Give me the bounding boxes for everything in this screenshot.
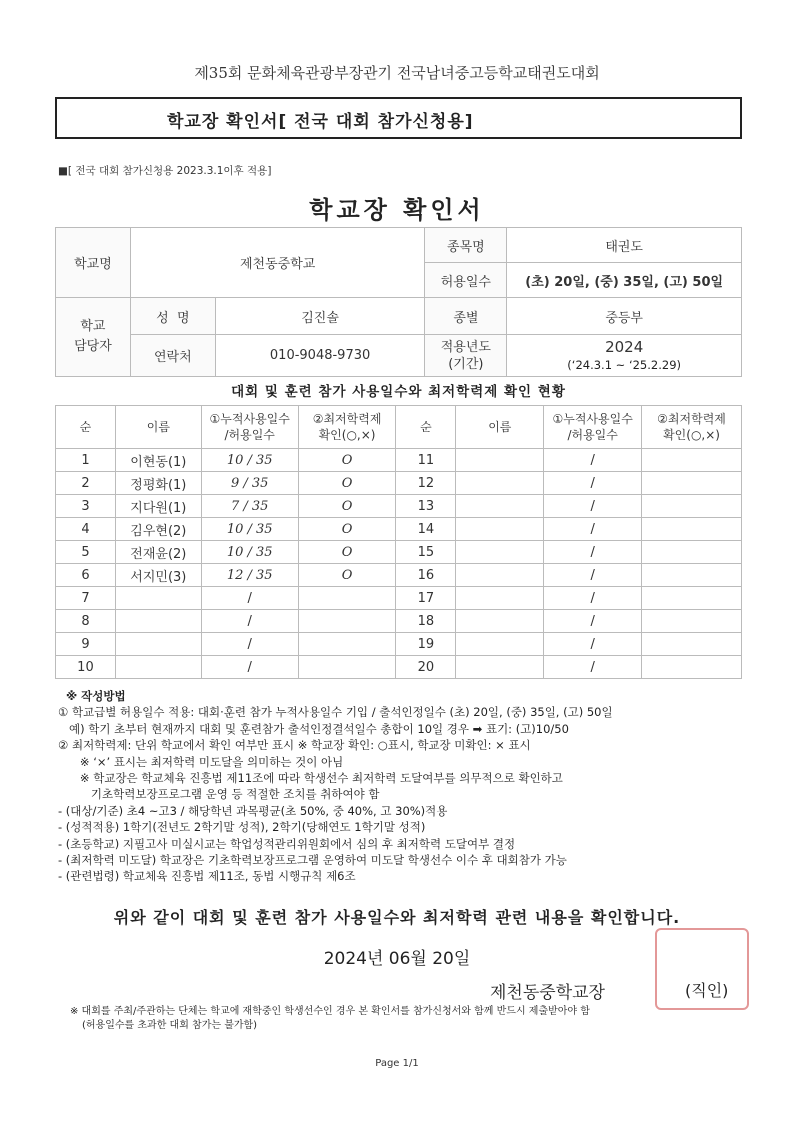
header-name: 이름	[115, 406, 201, 449]
row-days: /	[201, 610, 298, 633]
year-value: 2024	[605, 337, 644, 356]
row-days: /	[544, 472, 642, 495]
instruction-line: - (관련법령) 학교체육 진흥법 제11조, 동법 시행규칙 제6조	[58, 869, 356, 884]
name-label: 성 명	[130, 298, 215, 335]
row-days: /	[544, 633, 642, 656]
seal-mark: (직인)	[685, 981, 729, 1000]
row-academic	[298, 610, 396, 633]
table-row	[56, 495, 742, 518]
instructions	[58, 688, 748, 885]
row-num: 14	[396, 518, 456, 541]
row-academic	[642, 495, 742, 518]
header-academic: ②최저학력제 확인(○,×)	[298, 406, 396, 449]
row-num: 3	[56, 495, 116, 518]
table-row	[56, 472, 742, 495]
row-days: /	[544, 495, 642, 518]
table-row	[56, 587, 742, 610]
division-label: 종별	[425, 298, 507, 335]
row-days: /	[201, 656, 298, 679]
row-academic: O	[298, 472, 396, 495]
header-name: 이름	[456, 406, 544, 449]
contact-value: 010-9048-9730	[215, 335, 425, 377]
header-num: 순	[396, 406, 456, 449]
issue-date: 2024년 06월 20일	[323, 949, 471, 969]
row-name	[456, 610, 544, 633]
row-num: 18	[396, 610, 456, 633]
instruction-line: ① 학교급별 허용일수 적용: 대회·훈련 참가 누적사용일수 기입 / 출석인정일수 (초) 20일, (중) 35일, (고) 50일	[58, 705, 613, 720]
row-num: 19	[396, 633, 456, 656]
school-value: 제천동중학교	[130, 228, 425, 298]
page-number: Page 1/1	[375, 1058, 419, 1069]
allowed-value: (초) 20일, (중) 35일, (고) 50일	[507, 263, 742, 298]
row-name	[115, 587, 201, 610]
row-name: 서지민(3)	[115, 564, 201, 587]
row-academic	[642, 564, 742, 587]
row-num: 5	[56, 541, 116, 564]
row-name	[115, 610, 201, 633]
row-num: 6	[56, 564, 116, 587]
row-name	[456, 495, 544, 518]
row-name: 이현동(1)	[115, 449, 201, 472]
year-label: 적용년도 (기간)	[425, 335, 507, 377]
status-title: 대회 및 훈련 참가 사용일수와 최저학력제 확인 현황	[231, 384, 566, 400]
row-days: /	[544, 449, 642, 472]
row-academic	[642, 449, 742, 472]
table-row	[56, 449, 742, 472]
row-days: /	[544, 564, 642, 587]
row-name	[456, 449, 544, 472]
notice-text: ■[ 전국 대회 참가신청용 2023.3.1이후 적용]	[58, 165, 272, 177]
row-num: 8	[56, 610, 116, 633]
row-name	[456, 472, 544, 495]
table-row	[56, 633, 742, 656]
row-num: 7	[56, 587, 116, 610]
footnote	[70, 1005, 760, 1033]
footnote-line: ※ 대회를 주최/주관하는 단체는 학교에 재학중인 학생선수인 경우 본 확인서를 참가신청서와 함께 반드시 제출받아야 함	[70, 1006, 590, 1017]
table-row	[56, 518, 742, 541]
row-academic	[298, 633, 396, 656]
row-name	[456, 564, 544, 587]
row-name: 김우현(2)	[115, 518, 201, 541]
instruction-line: ② 최저학력제: 단위 학교에서 확인 여부만 표시 ※ 학교장 확인: ○표시, 학교장 미확인: × 표시	[58, 738, 531, 753]
row-name	[456, 587, 544, 610]
header-days: ①누적사용일수 /허용일수	[544, 406, 642, 449]
row-days: 12 / 35	[201, 564, 298, 587]
signer-name: 제천동중학교장	[490, 983, 605, 1003]
row-academic: O	[298, 518, 396, 541]
instruction-line: - (최저학력 미도달) 학교장은 기초학력보장프로그램 운영하여 미도달 학생선수 이수 후 대회참가 가능	[58, 853, 567, 868]
row-academic	[642, 656, 742, 679]
instruction-line: - (대상/기준) 초4 ~고3 / 해당학년 과목평균(초 50%, 중 40%, 고 30%)적용	[58, 803, 448, 818]
row-days: /	[544, 610, 642, 633]
row-num: 15	[396, 541, 456, 564]
banner-title: 학교장 확인서[ 전국 대회 참가신청용]	[167, 112, 474, 132]
row-days: /	[544, 541, 642, 564]
row-academic: O	[298, 449, 396, 472]
row-num: 4	[56, 518, 116, 541]
banner-box	[55, 97, 742, 139]
row-days: /	[201, 633, 298, 656]
row-days: 10 / 35	[201, 541, 298, 564]
table-row	[56, 541, 742, 564]
row-num: 2	[56, 472, 116, 495]
row-num: 20	[396, 656, 456, 679]
school-label: 학교명	[56, 228, 131, 298]
row-days: /	[544, 656, 642, 679]
status-table	[55, 405, 742, 679]
row-name	[115, 633, 201, 656]
row-num: 10	[56, 656, 116, 679]
instruction-line: 기초학력보장프로그램 운영 등 적절한 조치를 취하여야 함	[58, 787, 380, 802]
row-name	[115, 656, 201, 679]
row-academic	[642, 587, 742, 610]
row-days: 7 / 35	[201, 495, 298, 518]
instruction-line: - (성적적용) 1학기(전년도 2학기말 성적), 2학기(당해연도 1학기말 성적)	[58, 820, 426, 835]
row-days: 10 / 35	[201, 518, 298, 541]
row-academic: O	[298, 541, 396, 564]
row-academic: O	[298, 495, 396, 518]
row-num: 17	[396, 587, 456, 610]
info-table	[55, 227, 742, 377]
doc-title: 학교장 확인서	[309, 196, 485, 224]
row-num: 13	[396, 495, 456, 518]
row-academic	[642, 472, 742, 495]
row-num: 11	[396, 449, 456, 472]
manager-label: 학교 담당자	[56, 298, 131, 377]
row-days: /	[201, 587, 298, 610]
contact-label: 연락처	[130, 335, 215, 377]
event-title: 제35회 문화체육관광부장관기 전국남녀중고등학교태권도대회	[194, 64, 600, 82]
row-academic	[642, 518, 742, 541]
row-academic	[298, 656, 396, 679]
year-period: (‘24.3.1 ~ ‘25.2.29)	[567, 357, 681, 372]
row-name	[456, 518, 544, 541]
allowed-label: 허용일수	[425, 263, 507, 298]
row-num: 1	[56, 449, 116, 472]
row-days: /	[544, 587, 642, 610]
table-row	[56, 610, 742, 633]
header-num: 순	[56, 406, 116, 449]
footnote-line: (허용일수를 초과한 대회 참가는 불가함)	[82, 1020, 258, 1031]
row-num: 16	[396, 564, 456, 587]
name-value: 김진솔	[215, 298, 425, 335]
row-days: 10 / 35	[201, 449, 298, 472]
instruction-line: ※ ‘×’ 표시는 최저학력 미도달을 의미하는 것이 아님	[58, 754, 344, 769]
row-name	[456, 541, 544, 564]
table-row	[56, 564, 742, 587]
instruction-line: 예) 학기 초부터 현재까지 대회 및 훈련참가 출석인정결석일수 총합이 10일 경우 ➡ 표기: (고)10/50	[58, 721, 569, 736]
row-num: 12	[396, 472, 456, 495]
row-days: /	[544, 518, 642, 541]
row-name: 전재윤(2)	[115, 541, 201, 564]
row-academic	[642, 610, 742, 633]
instruction-line: - (초등학교) 지필고사 미실시교는 학업성적관리위원회에서 심의 후 최저학력 도달여부 결정	[58, 836, 516, 851]
row-name: 지다원(1)	[115, 495, 201, 518]
row-name	[456, 656, 544, 679]
division-value: 중등부	[507, 298, 742, 335]
row-num: 9	[56, 633, 116, 656]
row-name	[456, 633, 544, 656]
instruction-line: ※ 작성방법	[66, 689, 126, 703]
row-academic	[642, 541, 742, 564]
confirm-statement: 위와 같이 대회 및 훈련 참가 사용일수와 최저학력 관련 내용을 확인합니다.	[113, 908, 681, 927]
header-days: ①누적사용일수 /허용일수	[201, 406, 298, 449]
row-academic	[642, 633, 742, 656]
event-value: 태권도	[507, 228, 742, 263]
row-academic	[298, 587, 396, 610]
instruction-line: ※ 학교장은 학교체육 진흥법 제11조에 따라 학생선수 최저학력 도달여부를 의무적으로 확인하고	[58, 771, 563, 786]
row-days: 9 / 35	[201, 472, 298, 495]
table-row	[56, 656, 742, 679]
row-name: 정평화(1)	[115, 472, 201, 495]
year-cell	[507, 335, 742, 377]
row-academic: O	[298, 564, 396, 587]
event-label: 종목명	[425, 228, 507, 263]
header-academic: ②최저학력제 확인(○,×)	[642, 406, 742, 449]
